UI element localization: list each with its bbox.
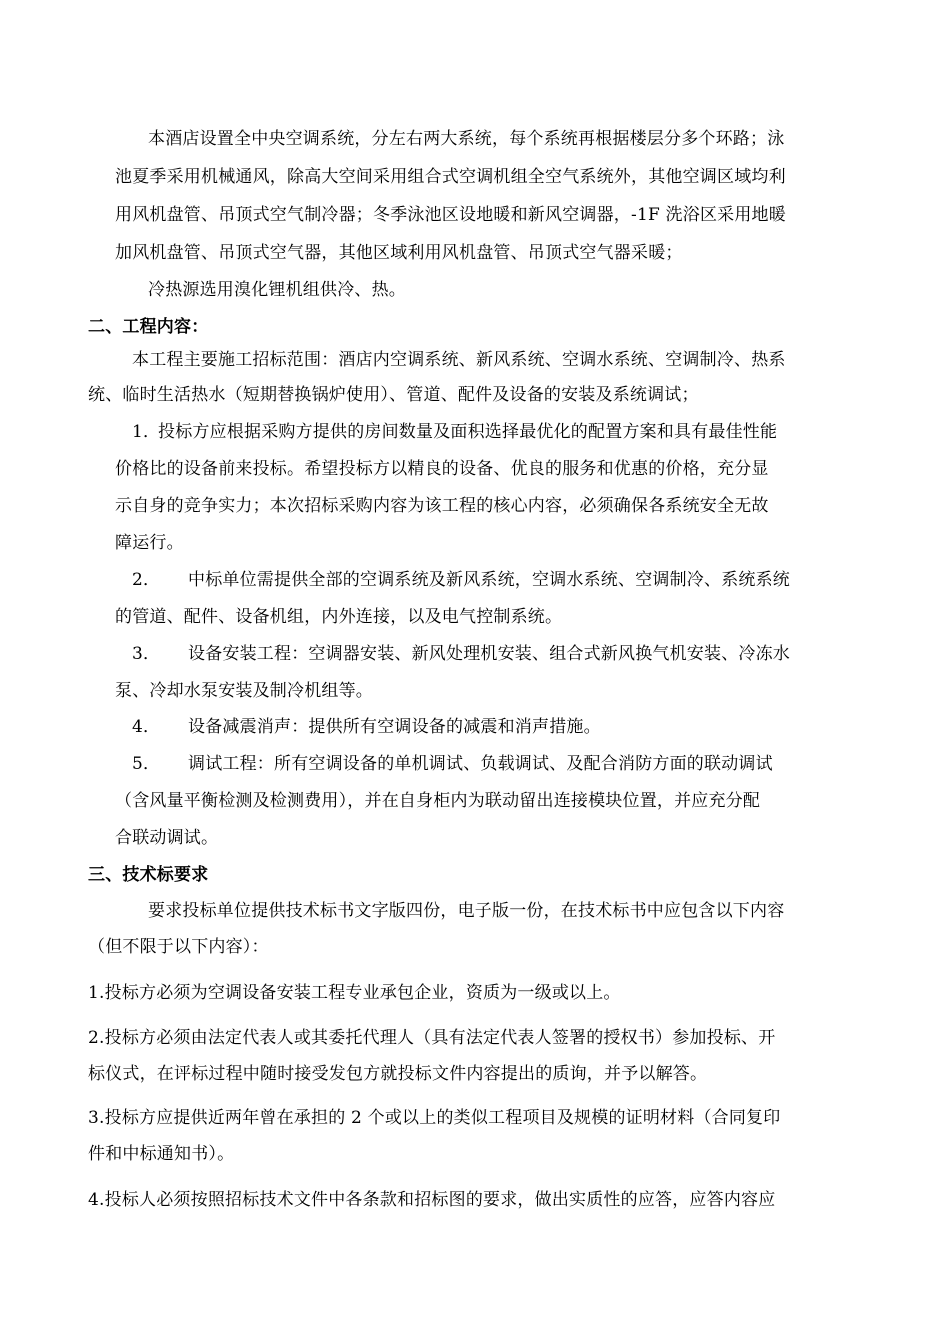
list-item-line: 障运行。 [115,533,184,553]
scope-line: 本工程主要施工招标范围：酒店内空调系统、新风系统、空调水系统、空调制冷、热系 [132,350,786,370]
list-item-line: 设备安装工程：空调器安装、新风处理机安装、组合式新风换气机安装、冷冻水 [188,644,790,664]
intro-line: 本酒店设置全中央空调系统，分左右两大系统，每个系统再根据楼层分多个环路；泳 [148,129,785,149]
intro-line: 池夏季采用机械通风，除高大空间采用组合式空调机组全空气系统外，其他空调区域均利 [115,167,786,187]
intro-line: 冷热源选用溴化锂机组供冷、热。 [148,280,406,300]
list-item-line: 投标方应根据采购方提供的房间数量及面积选择最优化的配置方案和具有最佳性能 [158,422,778,442]
list-item-line: 设备减震消声：提供所有空调设备的减震和消声措施。 [188,717,601,737]
requirement-line: 4.投标人必须按照招标技术文件中各条款和招标图的要求，做出实质性的应答，应答内容应 [88,1190,776,1210]
list-item-number: 5． [132,754,161,774]
list-item-line: 中标单位需提供全部的空调系统及新风系统，空调水系统、空调制冷、系统系统 [188,570,790,590]
scope-line: 统、临时生活热水（短期替换锅炉使用）、管道、配件及设备的安装及系统调试； [88,385,699,405]
list-item-line: 示自身的竞争实力；本次招标采购内容为该工程的核心内容，必须确保各系统安全无故 [115,496,769,516]
section-heading: 三、技术标要求 [88,865,209,885]
list-item-line: 调试工程：所有空调设备的单机调试、负载调试、及配合消防方面的联动调试 [188,754,773,774]
section3-intro-line: （但不限于以下内容）： [88,937,269,957]
list-item-number: 1． [132,422,161,442]
list-item-line: （含风量平衡检测及检测费用），并在自身柜内为联动留出连接模块位置，并应充分配 [115,791,761,811]
list-item-number: 2． [132,570,161,590]
list-item-line: 的管道、配件、设备机组，内外连接，以及电气控制系统。 [115,607,563,627]
section3-intro-line: 要求投标单位提供技术标书文字版四份，电子版一份，在技术标书中应包含以下内容 [148,901,785,921]
list-item-number: 3． [132,644,161,664]
requirement-line: 2.投标方必须由法定代表人或其委托代理人（具有法定代表人签署的授权书）参加投标、开 [88,1028,776,1048]
requirement-line: 3.投标方应提供近两年曾在承担的 2 个或以上的类似工程项目及规模的证明材料（合同复印 [88,1108,781,1128]
intro-line: 加风机盘管、吊顶式空气器，其他区域利用风机盘管、吊顶式空气器采暖； [115,243,683,263]
list-item-line: 价格比的设备前来投标。希望投标方以精良的设备、优良的服务和优惠的价格，充分显 [115,459,769,479]
requirement-line: 件和中标通知书）。 [88,1144,235,1164]
requirement-line: 标仪式，在评标过程中随时接受发包方就投标文件内容提出的质询，并予以解答。 [88,1064,708,1084]
requirement-line: 1.投标方必须为空调设备安装工程专业承包企业，资质为一级或以上。 [88,983,621,1003]
list-item-number: 4． [132,717,161,737]
intro-line: 用风机盘管、吊顶式空气制冷器；冬季泳池区设地暖和新风空调器，-1F 洗浴区采用地暖 [115,205,786,225]
list-item-line: 合联动调试。 [115,828,219,848]
section-heading: 二、工程内容： [88,317,209,337]
list-item-line: 泵、冷却水泵安装及制冷机组等。 [115,681,373,701]
